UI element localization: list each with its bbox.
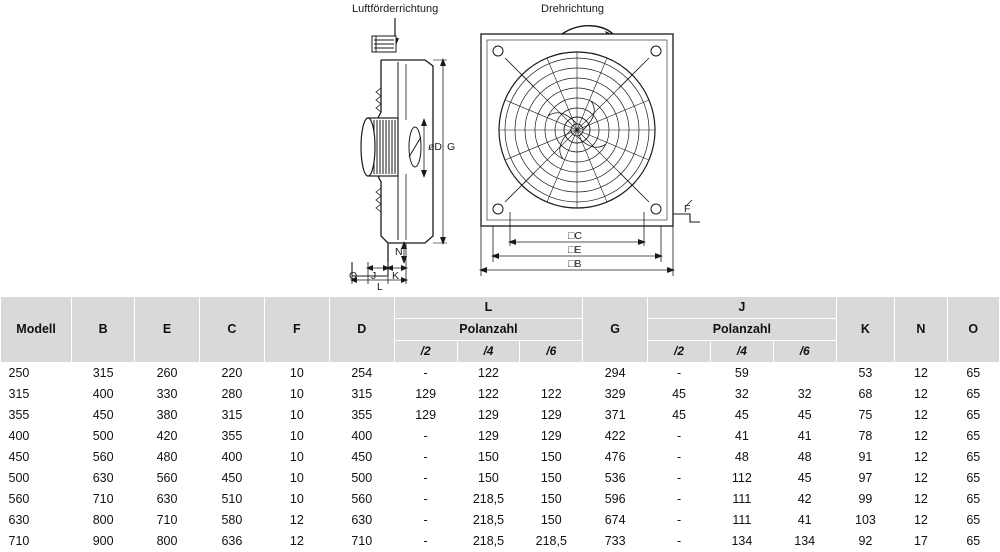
cell-e: 710	[135, 510, 200, 531]
cell-g: 329	[583, 384, 648, 405]
cell-j6: 48	[773, 447, 836, 468]
cell-l4: 218,5	[457, 531, 520, 552]
table-row	[1, 510, 1000, 531]
th-modell: Modell	[1, 297, 72, 363]
cell-n: 12	[895, 468, 947, 489]
label-k: K	[392, 270, 399, 282]
cell-e: 260	[135, 363, 200, 385]
cell-o: 65	[947, 510, 999, 531]
cell-e: 330	[135, 384, 200, 405]
label-c: □C	[568, 230, 582, 242]
cell-g: 674	[583, 510, 648, 531]
cell-j6: 45	[773, 468, 836, 489]
cell-j2: -	[648, 447, 711, 468]
cell-j6: 42	[773, 489, 836, 510]
cell-b: 710	[72, 489, 135, 510]
cell-l6: 150	[520, 489, 583, 510]
cell-l2: -	[394, 531, 457, 552]
cell-d: 630	[329, 510, 394, 531]
th-f: F	[264, 297, 329, 363]
cell-c: 510	[199, 489, 264, 510]
cell-f: 10	[264, 426, 329, 447]
cell-l2: -	[394, 489, 457, 510]
th-b: B	[72, 297, 135, 363]
airflow-direction-label: Luftförderrichtung	[352, 3, 438, 15]
cell-o: 65	[947, 447, 999, 468]
cell-l4: 218,5	[457, 510, 520, 531]
cell-l4: 129	[457, 426, 520, 447]
cell-j2: -	[648, 531, 711, 552]
cell-f: 12	[264, 531, 329, 552]
cell-d: 400	[329, 426, 394, 447]
cell-n: 12	[895, 489, 947, 510]
motor-housing	[361, 118, 398, 176]
table-row	[1, 384, 1000, 405]
cell-n: 12	[895, 510, 947, 531]
cell-l4: 150	[457, 468, 520, 489]
cell-l6: 129	[520, 405, 583, 426]
table-row	[1, 489, 1000, 510]
cell-o: 65	[947, 468, 999, 489]
cell-n: 17	[895, 531, 947, 552]
th-j-group: J	[648, 297, 836, 319]
cell-j4: 41	[710, 426, 773, 447]
cell-modell: 355	[1, 405, 72, 426]
cell-c: 400	[199, 447, 264, 468]
cell-l6: 122	[520, 384, 583, 405]
cell-g: 476	[583, 447, 648, 468]
label-l: L	[377, 281, 383, 293]
cell-j4: 111	[710, 489, 773, 510]
cell-j2: -	[648, 510, 711, 531]
table-row	[1, 363, 1000, 385]
th-n: N	[895, 297, 947, 363]
cell-f: 10	[264, 447, 329, 468]
cell-l2: -	[394, 426, 457, 447]
th-j-4pole: /4	[710, 341, 773, 363]
cell-n: 12	[895, 405, 947, 426]
cell-g: 294	[583, 363, 648, 385]
cell-l4: 129	[457, 405, 520, 426]
cell-k: 99	[836, 489, 895, 510]
table-row	[1, 531, 1000, 552]
table-header	[1, 297, 1000, 363]
dim-d	[421, 118, 427, 178]
cell-b: 560	[72, 447, 135, 468]
cell-modell: 630	[1, 510, 72, 531]
cell-l2: -	[394, 510, 457, 531]
cell-modell: 250	[1, 363, 72, 385]
cell-b: 315	[72, 363, 135, 385]
cell-k: 68	[836, 384, 895, 405]
cell-j4: 59	[710, 363, 773, 385]
cell-f: 10	[264, 405, 329, 426]
cell-j6: 41	[773, 426, 836, 447]
label-diameter-d: øD	[428, 141, 442, 153]
cell-j6: 45	[773, 405, 836, 426]
table-row	[1, 405, 1000, 426]
cell-d: 450	[329, 447, 394, 468]
cell-l6: 129	[520, 426, 583, 447]
cell-j2: -	[648, 489, 711, 510]
cell-n: 12	[895, 384, 947, 405]
cell-o: 65	[947, 531, 999, 552]
cell-d: 315	[329, 384, 394, 405]
cell-b: 800	[72, 510, 135, 531]
cell-b: 900	[72, 531, 135, 552]
th-j-2pole: /2	[648, 341, 711, 363]
cell-l6: 150	[520, 510, 583, 531]
cell-o: 65	[947, 426, 999, 447]
cell-l4: 122	[457, 363, 520, 385]
cell-l2: -	[394, 363, 457, 385]
cell-d: 500	[329, 468, 394, 489]
cell-j4: 112	[710, 468, 773, 489]
cell-d: 355	[329, 405, 394, 426]
cell-c: 580	[199, 510, 264, 531]
cell-g: 733	[583, 531, 648, 552]
cell-modell: 560	[1, 489, 72, 510]
table-row	[1, 426, 1000, 447]
cell-l2: 129	[394, 384, 457, 405]
cell-j4: 32	[710, 384, 773, 405]
cell-b: 500	[72, 426, 135, 447]
label-o: O	[349, 270, 357, 282]
cell-l2: -	[394, 447, 457, 468]
cell-o: 65	[947, 384, 999, 405]
cell-e: 560	[135, 468, 200, 489]
cell-j4: 45	[710, 405, 773, 426]
cell-g: 371	[583, 405, 648, 426]
cell-l6: 150	[520, 468, 583, 489]
cell-k: 78	[836, 426, 895, 447]
header-row-1	[1, 297, 1000, 319]
cell-j6: 134	[773, 531, 836, 552]
cell-k: 92	[836, 531, 895, 552]
cell-g: 596	[583, 489, 648, 510]
cell-b: 400	[72, 384, 135, 405]
cell-c: 220	[199, 363, 264, 385]
cell-l6: 218,5	[520, 531, 583, 552]
cell-modell: 710	[1, 531, 72, 552]
cell-c: 315	[199, 405, 264, 426]
cell-c: 636	[199, 531, 264, 552]
front-view	[479, 34, 700, 276]
cell-c: 450	[199, 468, 264, 489]
cell-modell: 400	[1, 426, 72, 447]
cell-j6: 32	[773, 384, 836, 405]
cell-g: 536	[583, 468, 648, 489]
cell-l4: 218,5	[457, 489, 520, 510]
cell-o: 65	[947, 405, 999, 426]
cell-e: 480	[135, 447, 200, 468]
cell-d: 560	[329, 489, 394, 510]
label-j: J	[371, 270, 376, 282]
label-e: □E	[568, 244, 581, 256]
cell-f: 10	[264, 384, 329, 405]
cell-o: 65	[947, 489, 999, 510]
th-g: G	[583, 297, 648, 363]
cell-k: 97	[836, 468, 895, 489]
cell-j2: -	[648, 468, 711, 489]
cell-j4: 134	[710, 531, 773, 552]
th-e: E	[135, 297, 200, 363]
cell-j6: 41	[773, 510, 836, 531]
cell-k: 91	[836, 447, 895, 468]
table-row	[1, 447, 1000, 468]
cell-l4: 150	[457, 447, 520, 468]
cell-j4: 48	[710, 447, 773, 468]
cell-l6	[520, 363, 583, 385]
specification-table-wrapper	[0, 296, 1000, 552]
th-c: C	[199, 297, 264, 363]
specification-table	[0, 296, 1000, 552]
cell-j6	[773, 363, 836, 385]
cell-g: 422	[583, 426, 648, 447]
cell-j4: 111	[710, 510, 773, 531]
cell-n: 12	[895, 426, 947, 447]
label-g: G	[447, 141, 455, 153]
th-o: O	[947, 297, 999, 363]
th-j-6pole: /6	[773, 341, 836, 363]
cell-f: 10	[264, 489, 329, 510]
table-body	[1, 363, 1000, 552]
table-row	[1, 468, 1000, 489]
cell-l2: -	[394, 468, 457, 489]
cell-modell: 450	[1, 447, 72, 468]
cell-b: 630	[72, 468, 135, 489]
cell-e: 420	[135, 426, 200, 447]
cell-modell: 500	[1, 468, 72, 489]
cell-l2: 129	[394, 405, 457, 426]
cell-c: 355	[199, 426, 264, 447]
cell-b: 450	[72, 405, 135, 426]
cell-l6: 150	[520, 447, 583, 468]
cell-e: 380	[135, 405, 200, 426]
th-l-2pole: /2	[394, 341, 457, 363]
cell-k: 103	[836, 510, 895, 531]
cell-l4: 122	[457, 384, 520, 405]
cell-d: 710	[329, 531, 394, 552]
th-j-polanzahl: Polanzahl	[648, 319, 836, 341]
th-d: D	[329, 297, 394, 363]
cell-o: 65	[947, 363, 999, 385]
cell-j2: 45	[648, 405, 711, 426]
cell-k: 53	[836, 363, 895, 385]
label-n: N	[395, 246, 403, 258]
cell-f: 10	[264, 363, 329, 385]
cell-k: 75	[836, 405, 895, 426]
cell-f: 12	[264, 510, 329, 531]
label-b: □B	[568, 258, 581, 270]
cell-f: 10	[264, 468, 329, 489]
cell-e: 800	[135, 531, 200, 552]
cell-c: 280	[199, 384, 264, 405]
cell-n: 12	[895, 363, 947, 385]
label-f: F	[684, 203, 690, 215]
cell-j2: 45	[648, 384, 711, 405]
cell-e: 630	[135, 489, 200, 510]
rotation-direction-label: Drehrichtung	[541, 3, 604, 15]
cell-modell: 315	[1, 384, 72, 405]
cell-j2: -	[648, 426, 711, 447]
th-l-group: L	[394, 297, 582, 319]
th-l-4pole: /4	[457, 341, 520, 363]
th-l-polanzahl: Polanzahl	[394, 319, 582, 341]
cell-d: 254	[329, 363, 394, 385]
cell-n: 12	[895, 447, 947, 468]
cell-j2: -	[648, 363, 711, 385]
th-k: K	[836, 297, 895, 363]
th-l-6pole: /6	[520, 341, 583, 363]
